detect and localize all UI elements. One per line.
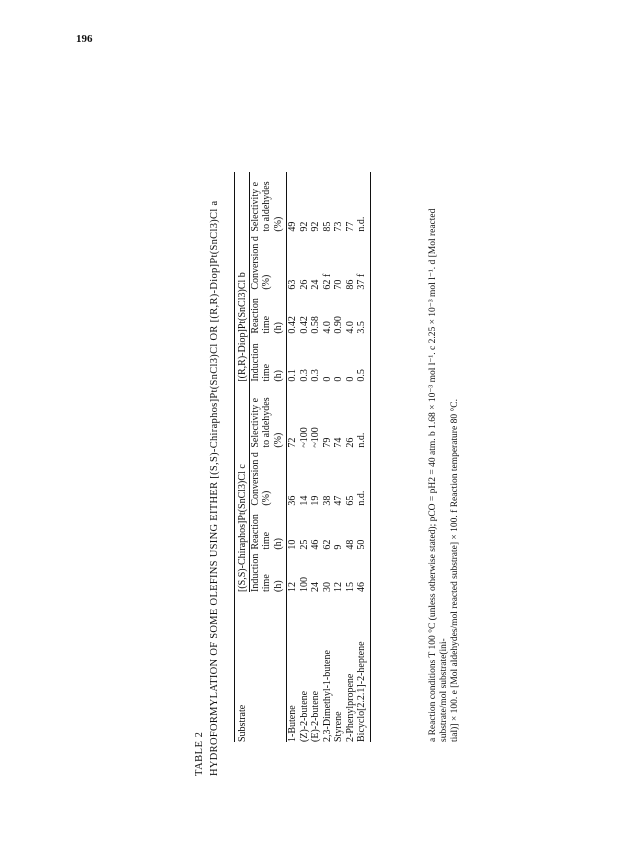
table-row bbox=[322, 172, 334, 742]
cell: 92 bbox=[298, 221, 310, 232]
cell: ~100 bbox=[298, 427, 310, 448]
cell: 70 bbox=[333, 279, 344, 290]
cell: 26 bbox=[344, 437, 356, 448]
group1-header: [(S,S)-Chiraphos]Pt(SnCl3)Cl c bbox=[235, 382, 250, 592]
cell: 4.0 bbox=[344, 321, 356, 334]
cell: ~100 bbox=[310, 427, 321, 448]
cell: n.d. bbox=[356, 448, 370, 506]
cell: 85 bbox=[321, 221, 333, 232]
results-table bbox=[234, 172, 371, 742]
col-header: to aldehydes bbox=[261, 397, 272, 448]
group-header-row bbox=[235, 172, 250, 742]
cell: 0.42 bbox=[287, 316, 298, 334]
cell: 62 f bbox=[321, 273, 333, 290]
cell: 62 bbox=[321, 539, 333, 550]
cell: 38 bbox=[321, 495, 333, 506]
cell: 26 bbox=[298, 279, 310, 290]
cell: 0.1 bbox=[287, 369, 298, 382]
cell: 4.0 bbox=[321, 321, 333, 334]
cell: 0.3 bbox=[310, 369, 321, 382]
col-header: time bbox=[261, 363, 272, 382]
cell-substrate: (Z)-2-butene bbox=[298, 690, 310, 742]
col-header: time bbox=[261, 315, 272, 334]
footnote-line: a Reaction conditions T 100 °C (unless otherwise stated); pCO = pH2 = 40 atm. b 1.68 × 10⁻³ mol l⁻¹. c 2.25 × 10⁻³ mol l⁻¹. d [Mol reacted substrate/mol substrate(ini- bbox=[428, 208, 449, 742]
table-row bbox=[287, 172, 299, 742]
cell: 63 bbox=[287, 279, 298, 290]
cell-substrate: 1-Butene bbox=[287, 705, 298, 742]
column-header-row-1 bbox=[249, 172, 261, 742]
table-row bbox=[356, 172, 370, 742]
column-header-row-2 bbox=[261, 172, 273, 742]
table-title: HYDROFORMYLATION OF SOME OLEFINS USING EITHER [(S,S)-Chiraphos]Pt(SnCl3)Cl OR [(R,R)-Diop]Pt(SnCl3)Cl a bbox=[209, 200, 220, 776]
cell: 100 bbox=[298, 577, 310, 592]
table-row bbox=[310, 172, 322, 742]
cell: 47 bbox=[333, 495, 344, 506]
table-row bbox=[299, 172, 311, 742]
col-header: Selectivity e bbox=[249, 181, 261, 232]
cell: 10 bbox=[287, 539, 298, 550]
col-header: Induction bbox=[249, 553, 261, 592]
cell: 48 bbox=[344, 539, 356, 550]
cell: 0.58 bbox=[310, 316, 321, 334]
col-header: (%) bbox=[261, 274, 272, 290]
col-header: (h) bbox=[273, 334, 287, 382]
cell: 0.42 bbox=[298, 316, 310, 334]
cell-substrate: (E)-2-butene bbox=[310, 690, 321, 742]
col-header: to aldehydes bbox=[261, 181, 272, 232]
cell: 24 bbox=[310, 582, 321, 592]
col-header: (h) bbox=[273, 550, 287, 592]
col-header: Conversion d bbox=[249, 452, 261, 506]
cell: 14 bbox=[298, 495, 310, 506]
table-number: TABLE 2 bbox=[194, 731, 205, 776]
col-header: Induction bbox=[249, 343, 261, 382]
cell-substrate: Bicyclo[2.2.1]-2-heptene bbox=[356, 592, 370, 742]
col-header: (h) bbox=[273, 506, 287, 550]
cell: 0.5 bbox=[356, 334, 370, 382]
cell-substrate: Styrene bbox=[333, 711, 344, 742]
rotated-table-block bbox=[194, 166, 623, 776]
col-header: Reaction bbox=[249, 514, 261, 550]
cell: 74 bbox=[333, 437, 344, 448]
cell: 0 bbox=[333, 376, 344, 382]
cell: 25 bbox=[298, 539, 310, 550]
substrate-header: Substrate bbox=[235, 592, 250, 742]
cell: 65 bbox=[344, 495, 356, 506]
group2-header: [(R,R)-Diop]Pt(SnCl3)Cl b bbox=[235, 172, 250, 382]
cell: 19 bbox=[310, 495, 321, 506]
cell: 0.3 bbox=[298, 369, 310, 382]
cell: 50 bbox=[356, 506, 370, 550]
col-header: time bbox=[261, 574, 272, 592]
cell: n.d. bbox=[356, 172, 370, 232]
cell: 12 bbox=[333, 582, 344, 592]
cell: 36 bbox=[287, 495, 298, 506]
col-header: (%) bbox=[261, 490, 272, 506]
col-header: (%) bbox=[273, 382, 287, 448]
cell: 12 bbox=[287, 582, 298, 592]
cell: 46 bbox=[356, 550, 370, 592]
cell: 92 bbox=[310, 221, 321, 232]
col-header: (h) bbox=[273, 290, 287, 334]
cell: 0.90 bbox=[333, 316, 344, 334]
cell: 46 bbox=[310, 539, 321, 550]
cell: 72 bbox=[287, 437, 298, 448]
table-row bbox=[333, 172, 345, 742]
cell: 73 bbox=[333, 221, 344, 232]
page-number: 196 bbox=[76, 33, 93, 45]
cell: 37 f bbox=[356, 232, 370, 290]
column-header-row-3 bbox=[273, 172, 287, 742]
col-header: Selectivity e bbox=[249, 397, 261, 448]
cell: 30 bbox=[321, 582, 333, 592]
cell: 3.5 bbox=[356, 290, 370, 334]
cell-substrate: 2-Phenylpropene bbox=[344, 673, 356, 742]
table-footnotes bbox=[428, 172, 461, 742]
footnote-line: tial)] × 100. e [Mol aldehydes/mol reacted substrate] × 100. f Reaction temperature 80 °C. bbox=[450, 399, 460, 742]
cell: 24 bbox=[310, 279, 321, 290]
col-header: (%) bbox=[273, 172, 287, 232]
cell: 79 bbox=[321, 437, 333, 448]
col-header: Reaction bbox=[249, 298, 261, 334]
cell: 15 bbox=[344, 582, 356, 592]
col-header: time bbox=[261, 531, 272, 550]
cell: 49 bbox=[287, 221, 298, 232]
cell: 86 bbox=[344, 279, 356, 290]
table-row bbox=[345, 172, 357, 742]
cell: 0 bbox=[321, 376, 333, 382]
cell: n.d. bbox=[356, 382, 370, 448]
col-header: Conversion d bbox=[249, 236, 261, 290]
cell: 77 bbox=[344, 221, 356, 232]
cell-substrate: 2,3-Dimethyl-1-butene bbox=[321, 650, 333, 742]
cell: 9 bbox=[333, 544, 344, 550]
cell: 0 bbox=[344, 376, 356, 382]
